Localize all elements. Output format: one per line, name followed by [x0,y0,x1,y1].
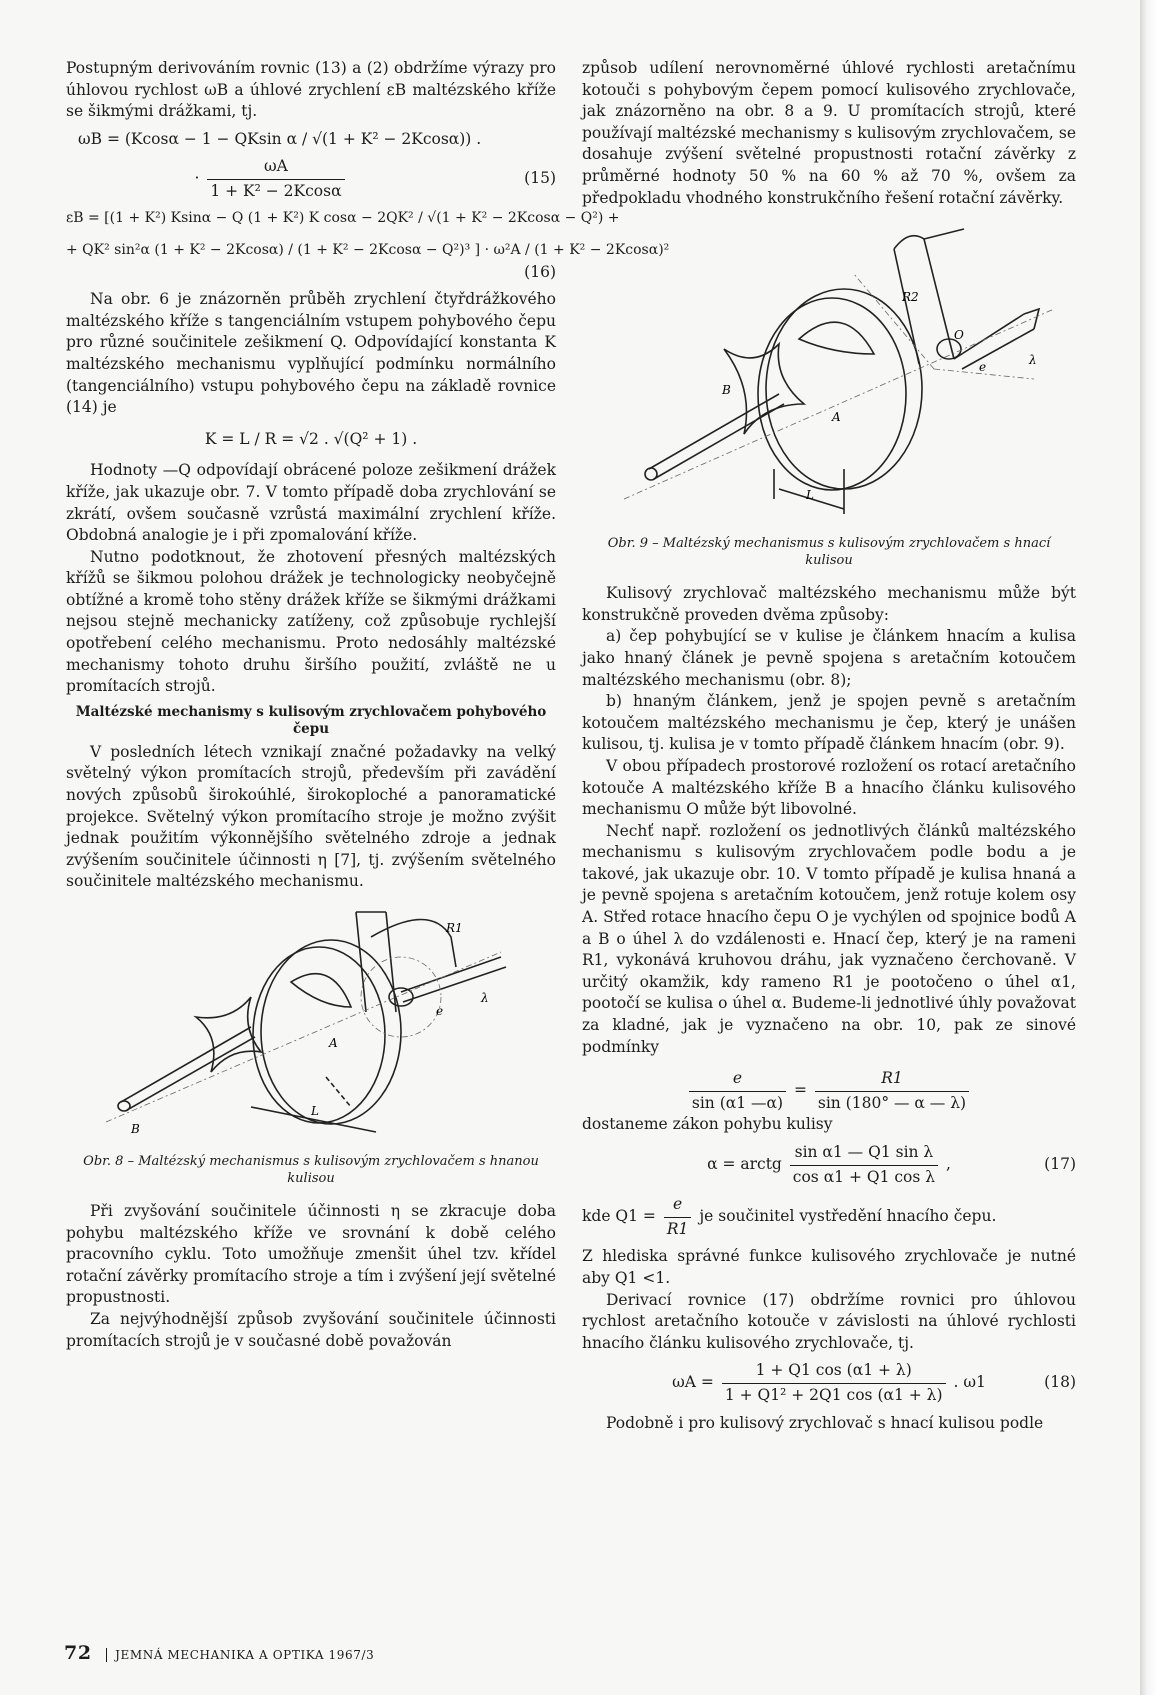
figure-8-drawing [101,897,521,1147]
right-column [582,58,1076,1434]
equation-number: (18) [1044,1373,1076,1392]
fraction-numerator: e [664,1194,692,1218]
fraction-numerator: R1 [815,1068,969,1092]
fig9-label-l: L [806,488,814,503]
equation-15-line1: ωB = (Kcosα − 1 − QKsin α / √(1 + K² − 2Kcosα)) . [78,129,482,148]
paragraph: b) hnaným článkem, jenž je spojen pevně s aretačním kotoučem maltézského mechanismu je čep, který je unášen kulisou, tj. kulisa je v tomto případě článkem hnacím (obr. 9). [582,692,1076,754]
figure-8 [101,897,521,1147]
paragraph: Při zvyšování součinitele účinnosti η se zkracuje doba pohybu maltézského kříže ve srovnání k době celého pracovního cyklu. Toto umožňuje zmenšit úhel tzv. křídel rotační závěrky promítacího stroje a tím i zvýšení její světelné propustnosti. [66,1202,556,1307]
page-number: 72 [64,1642,92,1664]
figure-9 [594,219,1064,529]
paragraph: Derivací rovnice (17) obdržíme rovnici pro úhlovou rychlost aretačního kotouče v závislosti na úhlové rychlosti hnacího článku kulisového zrychlovače, tj. [582,1290,1076,1352]
fig8-label-b: B [131,1122,140,1136]
fig9-label-r2: R2 [902,290,919,305]
equation-K: K = L / R = √2 . √(Q² + 1) . [204,429,418,448]
fig9-label-a: A [832,410,841,425]
fraction-denominator: sin (180° — α — λ) [817,1093,967,1112]
paragraph: Za nejvýhodnější způsob zvyšování součinitele účinnosti promítacích strojů je v současné době považován [66,1309,556,1350]
equation-16-line1: εB = [(1 + K²) Ksinα − Q (1 + K²) K cosα − 2QK² / √(1 + K² − 2Kcosα − Q²) + [66,210,620,227]
fraction-numerator: sin α1 — Q1 sin λ [790,1142,938,1166]
equation-15-fraction [207,156,344,202]
equation-lhs: α = arctg [707,1155,782,1174]
text: kde Q1 = [582,1207,656,1226]
paragraph: Nechť např. rozložení os jednotlivých článků maltézského mechanismu s kulisovým zrychlovačem podle bodu a je takové, jak ukazuje obr. 10. V tomto případě je kulisa hnaná a je pevně spojena s aretačním kotoučem, jenž rotuje kolem osy A. Střed rotace hnacího čepu O je vychýlen od spojnice bodů A a B o úhel λ do vzdálenosti e. Hnací čep, který je na rameni R1, vykonává kruhovou dráhu, jak vyznačeno čerchovaně. V určitý okamžik, kdy rameno R1 je pootočeno o úhel α1, pootočí se kulisa o úhel α. Budeme-li jednotlivé úhly považovat za kladné, jak je vyznačeno na obr. 10, pak ze sinové podmínky [582,821,1076,1056]
paragraph: Postupným derivováním rovnic (13) a (2) obdržíme výrazy pro úhlovou rychlost ωB a úhlové zrychlení εB maltézského kříže se šikmými drážkami, tj. [66,59,556,121]
equation-18 [582,1360,1076,1406]
equation-16-number: (16) [524,262,556,281]
page-footer [64,1642,374,1664]
figure-8-caption: Obr. 8 – Maltézský mechanismus s kulisovým zrychlovačem s hnanou kulisou [83,1154,539,1186]
equation-rhs: . ω1 [953,1373,986,1392]
paragraph: dostaneme zákon pohybu kulisy [582,1115,833,1134]
sine-rule-right [815,1068,969,1114]
fraction-denominator: 1 + K² − 2Kcosα [210,181,342,200]
fig8-label-l: L [311,1104,319,1118]
fig8-label-e: e [436,1004,444,1018]
fig9-label-lambda: λ [1029,353,1037,368]
fig9-label-b: B [722,383,731,398]
paragraph: Na obr. 6 je znázorněn průběh zrychlení čtyřdrážkového maltézského kříže s tangenciálním vstupem pohybového čepu pro různé součinitele zešikmení Q. Odpovídající konstanta K maltézského mechanismu vyplňující podmínku normálního (tangenciálního) vstupu pohybového čepu na základě rovnice (14) je [66,290,556,417]
text: je součinitel vystředění hnacího čepu. [699,1207,997,1226]
fig8-label-r1: R1 [446,921,463,935]
paragraph: způsob udílení nerovnoměrné úhlové rychlosti aretačnímu kotouči s pohybovým čepem pomocí kulisového zrychlovače, jak znázorněno na obr. 8 a 9. U promítacích strojů, které používají maltézské mechanismy s kulisovým zrychlovačem, se dosahuje zvýšení světelné propustnosti rotační závěrky z průměrné hodnoty 50 % na 60 % až 70 %, ovšem za předpokladu vhodného konstrukčního řešení rotační závěrky. [582,59,1076,207]
fig8-label-lambda: λ [481,991,489,1005]
paragraph: Z hlediska správné funkce kulisového zrychlovače je nutné aby Q1 <1. [582,1247,1076,1287]
equation-17: α = arctg $\frac{\text{sin α1 — Q1 sin λ}}{\text{cos α1 + Q1 cos λ}}$ , (17) [582,1142,1076,1188]
paragraph: a) čep pohybující se v kulise je článkem hnacím a kulisa jako hnaný článek je pevně spojena s aretačním kotoučem maltézského mechanismu (obr. 8); [582,627,1076,689]
fig9-label-o: O [954,328,964,343]
fraction-denominator: sin (α1 —α) [691,1093,784,1112]
figure-9-drawing [594,219,1064,529]
fraction-numerator: ωA [207,156,344,180]
figure-9-caption: Obr. 9 – Maltézský mechanismus s kulisovým zrychlovačem s hnací kulisou [607,536,1051,569]
section-heading: Maltézské mechanismy s kulisovým zrychlovačem pohybového čepu [75,703,547,737]
q1-fraction [664,1194,692,1240]
fraction-numerator: e [689,1068,786,1092]
equation-number: (15) [524,169,556,188]
equation-lhs: ωA = [672,1373,714,1392]
fig8-label-a: A [329,1036,338,1050]
fraction-numerator: 1 + Q1 cos (α1 + λ) [722,1360,946,1384]
sine-rule-left [689,1068,786,1114]
paragraph: Podobně i pro kulisový zrychlovač s hnací kulisou podle [606,1413,1044,1432]
equation-17-fraction [790,1142,938,1188]
equation-number: (17) [1044,1155,1076,1174]
binding-gutter [1140,0,1157,1695]
fig9-label-e: e [979,360,987,375]
paragraph-q1-definition [582,1194,1076,1240]
equation-15-line2: · $\frac{\omega A}{\text{1 + K² − 2Kcosα}}$ (15) [66,156,556,202]
paragraph: Kulisový zrychlovač maltézského mechanismu může být konstrukčně proveden dvěma způsoby: [582,584,1076,624]
journal-name: JEMNÁ MECHANIKA A OPTIKA 1967/3 [106,1648,374,1662]
equation-18-fraction [722,1360,946,1406]
paragraph: Hodnoty —Q odpovídají obrácené poloze zešikmení drážek kříže, jak ukazuje obr. 7. V tomto případě doba zrychlování se zkrátí, ovšem současně vzrůstá maximální zrychlení kříže. Obdobná analogie je i při zpomalování kříže. [66,461,556,545]
fraction-denominator: R1 [666,1219,689,1238]
paragraph: V obou případech prostorové rozložení os rotací aretačního kotouče A maltézského kříže B a hnacího článku kulisového mechanismu O může být libovolné. [582,756,1076,819]
paragraph: Nutno podotknout, že zhotovení přesných maltézských křížů se šikmou polohou drážek je technologicky neobyčejně obtížné a kromě toho stěny drážek kříže se šikmými drážkami nejsou stejně mechanicky zatíženy, což způsobuje rychlejší opotřebení celého mechanismu. Proto nedosáhly maltézské mechanismy tohoto druhu širšího použití, zvláště ne u promítacích strojů. [66,547,556,696]
fraction-denominator: 1 + Q1² + 2Q1 cos (α1 + λ) [724,1385,943,1404]
paragraph: V posledních létech vznikají značné požadavky na velký světelný výkon promítacích strojů, především při zavádění nových způsobů širokoúhlé, širokoploché a panoramatické projekce. Světelný výkon promítacího stroje je možno zvýšit jednak použitím výkonnějšího světelného zdroje a jednak zvýšením součinitele účinnosti η [7], tj. zvýšením světelného součinitele maltézského mechanismu. [66,742,556,891]
equation-sine-rule: $\frac{e}{\sin (\alpha 1 —\alpha)}$ = $\frac{R1}{\sin (180^\circ — \alpha — \lambda)}$ [582,1068,1076,1114]
equation-16-line2: + QK² sin²α (1 + K² − 2Kcosα) / (1 + K² − 2Kcosα − Q²)³ ] · ω²A / (1 + K² − 2Kcosα)² [66,241,670,258]
fraction-denominator: cos α1 + Q1 cos λ [792,1167,936,1186]
